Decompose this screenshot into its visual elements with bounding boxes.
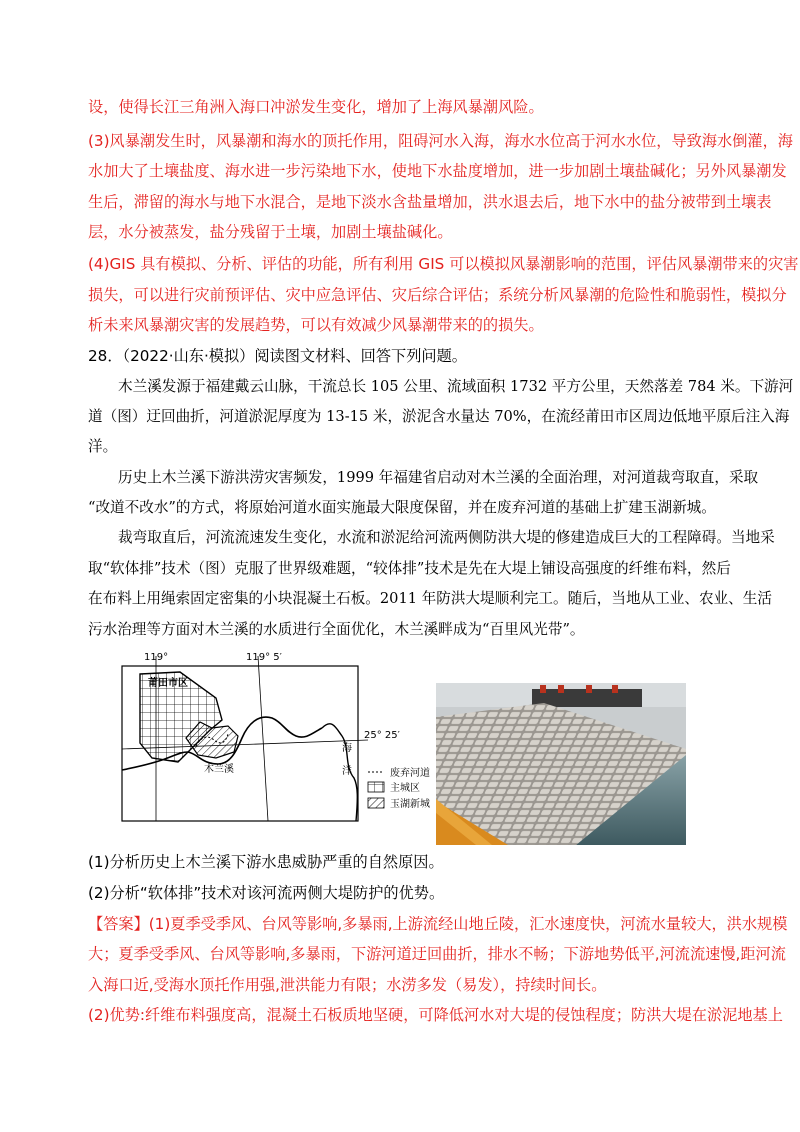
soft-mattress-photo <box>436 683 686 845</box>
answer-line-1 <box>88 914 787 934</box>
map-legend <box>368 766 430 810</box>
material-line-7: 取“软体排”技术（图）克服了世界级难题，“较体排”技术是先在大堤上铺设高强度的纤维布料，然后 <box>88 560 731 577</box>
question-title: 28．（2022·山东·模拟）阅读图文材料、回答下列问题。 <box>88 347 467 365</box>
material-line-9: 污水治理等方面对木兰溪的水质进行全面优化，木兰溪畔成为“百里风光带”。 <box>88 621 585 638</box>
answer-prev-p4-line2: 损失，可以进行灾前预评估、灾中应急评估、灾后综合评估；系统分析风暴潮的危险性和脆弱性，模拟分 <box>88 286 787 304</box>
sea-label-1: 海 <box>342 743 352 754</box>
legend-abandoned-river: 废弃河道 <box>390 768 430 779</box>
mulan-river-map <box>118 648 430 823</box>
material-line-3: 洋。 <box>88 438 118 455</box>
legend-main-city: 主城区 <box>390 783 420 794</box>
longitude-label-2: 119° 5′ <box>246 652 282 663</box>
answer-2-line1: (2)优势:纤维布料强度高，混凝土石板质地坚硬，可降低河水对大堤的侵蚀程度；防洪大堤在淤泥地基上 <box>88 1006 783 1024</box>
answer-1-line3: 入海口近,受海水顶托作用强,泄洪能力有限；水涝多发（易发），持续时间长。 <box>88 976 607 994</box>
answer-prev-p3-line1: (3)风暴潮发生时，风暴潮和海水的顶托作用，阻碍河水入海，海水水位高于河水水位，导致海水倒灌，海 <box>88 132 793 150</box>
sub-question-1: (1)分析历史上木兰溪下游水患威胁严重的自然原因。 <box>88 853 444 871</box>
material-line-8: 在布料上用绳索固定密集的小块混凝土石板。2011 年防洪大堤顺利完工。随后，当地从工业、农业、生活 <box>88 590 772 607</box>
sub-question-2: (2)分析“软体排”技术对该河流两侧大堤防护的优势。 <box>88 884 445 902</box>
material-line-2: 道（图）迂回曲折，河道淤泥厚度为 13-15 米，淤泥含水量达 70%，在流经莆田市区周边低地平原后注入海 <box>88 408 790 425</box>
answer-1-line2: 大；夏季受季风、台风等影响,多暴雨，下游河道迂回曲折，排水不畅；下游地势低平,河流流速慢,距河流 <box>88 945 786 963</box>
answer-1-line1: (1)夏季受季风、台风等影响,多暴雨,上游流经山地丘陵，汇水速度快，河流水量较大，洪水规模 <box>148 915 788 933</box>
answer-prev-p4-line1: (4)GIS 具有模拟、分析、评估的功能，所有利用 GIS 可以模拟风暴潮影响的范围，评估风暴潮带来的灾害 <box>88 255 799 273</box>
answer-prev-p3-line3: 生后，滞留的海水与地下水混合，是地下淡水含盐量增加，洪水退去后，地下水中的盐分被带到土壤表 <box>88 193 772 211</box>
material-line-1: 木兰溪发源于福建戴云山脉，干流总长 105 公里、流域面积 1732 平方公里，天然落差 784 米。下游河 <box>118 378 794 395</box>
material-line-6: 裁弯取直后，河流流速发生变化，水流和淤泥给河流两侧防洪大堤的修建造成巨大的工程障碍。当地采 <box>118 529 775 546</box>
answer-prev-p3-line4: 层，水分被蒸发，盐分残留于土壤，加剧土壤盐碱化。 <box>88 223 453 241</box>
material-line-4: 历史上木兰溪下游洪涝灾害频发，1999 年福建省启动对木兰溪的全面治理，对河道裁弯取直，采取 <box>118 469 759 486</box>
sea-label-2: 洋 <box>342 766 352 777</box>
answer-prev-line: 设，使得长江三角洲入海口冲淤发生变化，增加了上海风暴潮风险。 <box>88 98 544 116</box>
longitude-label-1: 119° <box>144 652 169 663</box>
legend-new-city: 玉湖新城 <box>390 799 430 810</box>
material-line-5: “改道不改水”的方式，将原始河道水面实施最大限度保留，并在废弃河道的基础上扩建玉湖新城。 <box>88 499 716 516</box>
river-label: 木兰溪 <box>204 764 234 775</box>
latitude-label: 25° 25′ <box>364 730 400 741</box>
answer-prev-p4-line3: 析未来风暴潮灾害的发展趋势，可以有效减少风暴潮带来的的损失。 <box>88 316 544 334</box>
city-label: 莆田市区 <box>148 678 188 689</box>
answer-tag: 【答案】 <box>88 915 149 933</box>
answer-prev-p3-line2: 水加大了土壤盐度、海水进一步污染地下水，使地下水盐度增加，进一步加剧土壤盐碱化；另外风暴潮发 <box>88 162 787 180</box>
